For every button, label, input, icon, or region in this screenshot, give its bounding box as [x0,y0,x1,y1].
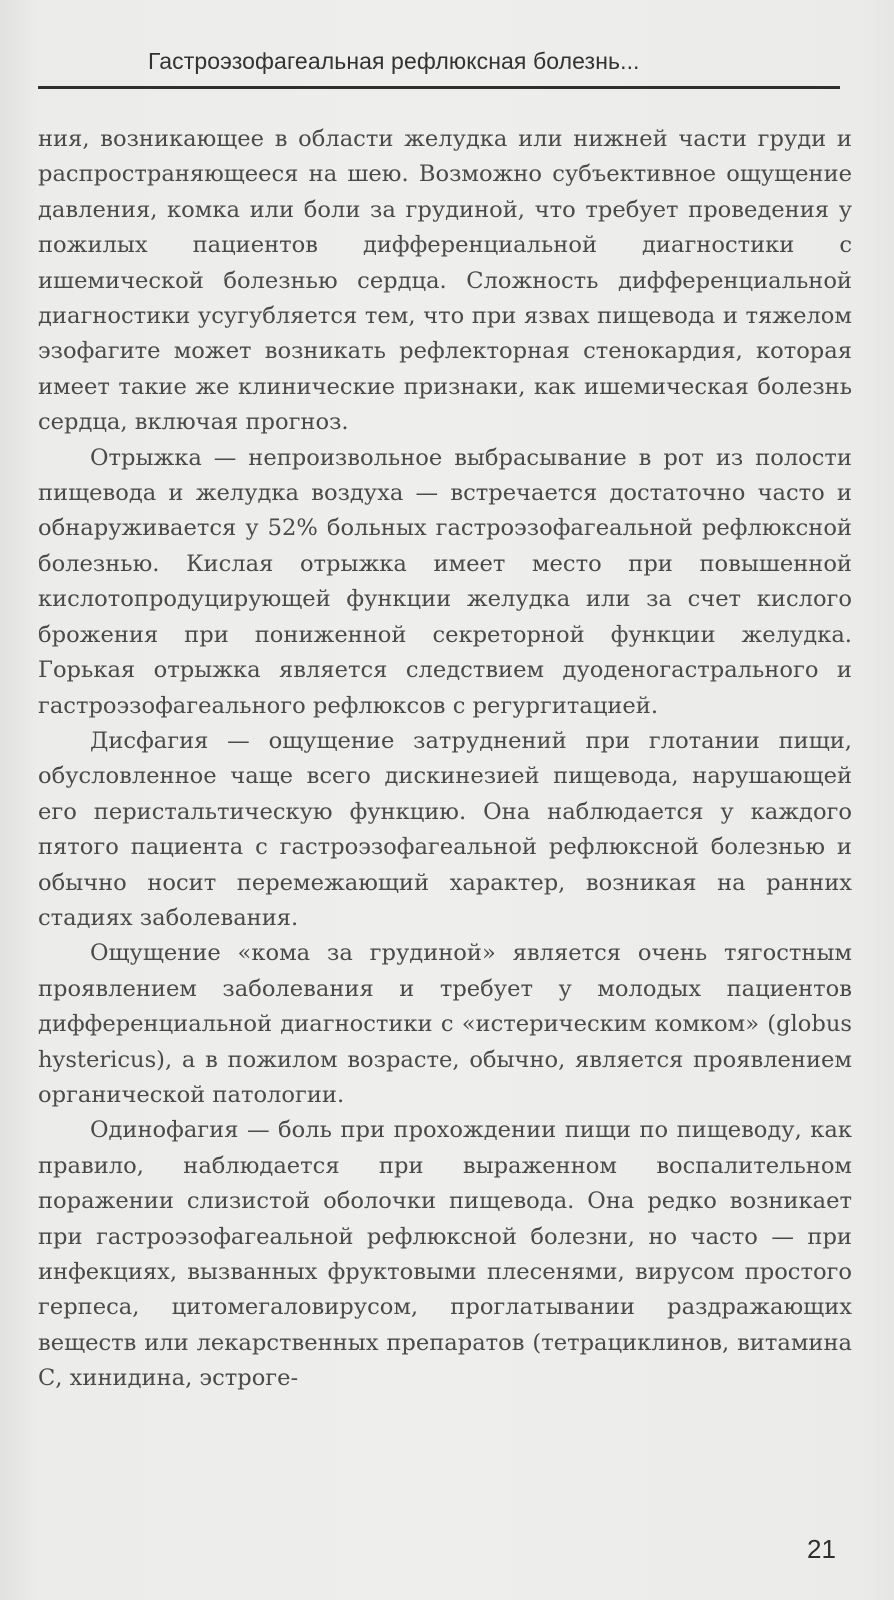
paragraph-odynophagia: Одинофагия — боль при прохождении пищи по пищеводу, как правило, наблюдается при выраженном воспалительном поражении слизистой оболочки пищевода. Она редко возникает при гастроэзофагеальной рефлюксной болезни, но часто — при инфекциях, вызванных фруктовыми плесенями, вирусом простого герпеса, цитомегаловирусом, проглатывании раздражающих веществ или лекарственных препаратов (тетрациклинов, витамина С, хинидина, эстроге- [38,1117,852,1392]
paragraph-continued: ния, возникающее в области желудка или нижней части груди и распространяющееся на шею. Возможно субъективное ощущение давления, комка или боли за грудиной, что требует проведения у пожилых пациентов дифференциальной диагностики с ишемической болезнью сердца. Сложность дифференциальной диагностики усугубляется тем, что при язвах пищевода и тяжелом эзофагите может возникать рефлекторная стенокардия, которая имеет такие же клинические признаки, как ишемическая болезнь сердца, включая прогноз. [38,126,852,436]
paragraph-dysphagia: Дисфагия — ощущение затруднений при глотании пищи, обусловленное чаще всего дискинезией пищевода, нарушающей его перистальтическую функцию. Она наблюдается у каждого пятого пациента с гастроэзофагеальной рефлюксной болезнью и обычно носит перемежающий характер, возникая на ранних стадиях заболевания. [38,727,852,931]
header-rule [38,86,840,89]
page-number: 21 [807,1534,836,1564]
body-text [38,122,852,1397]
running-head: Гастроэзофагеальная рефлюксная болезнь... [148,48,640,74]
paragraph-belching: Отрыжка — непроизвольное выбрасывание в рот из полости пищевода и желудка воздуха — встречается достаточно часто и обнаруживается у 52% больных гастроэзофагеальной рефлюксной болезнью. Кислая отрыжка имеет место при повышенной кислотопродуцирующей функции желудка или за счет кислого брожения при пониженной секреторной функции желудка. Горькая отрыжка является следствием дуоденогастрального и гастроэзофагеального рефлюксов с регургитацией. [38,444,852,719]
paragraph-lump-sensation: Ощущение «кома за грудиной» является очень тягостным проявлением заболевания и требует у молодых пациентов дифференциальной диагностики с «истерическим комком» (globus hystericus), а в пожилом возрасте, обычно, является проявлением органической патологии. [38,940,852,1108]
